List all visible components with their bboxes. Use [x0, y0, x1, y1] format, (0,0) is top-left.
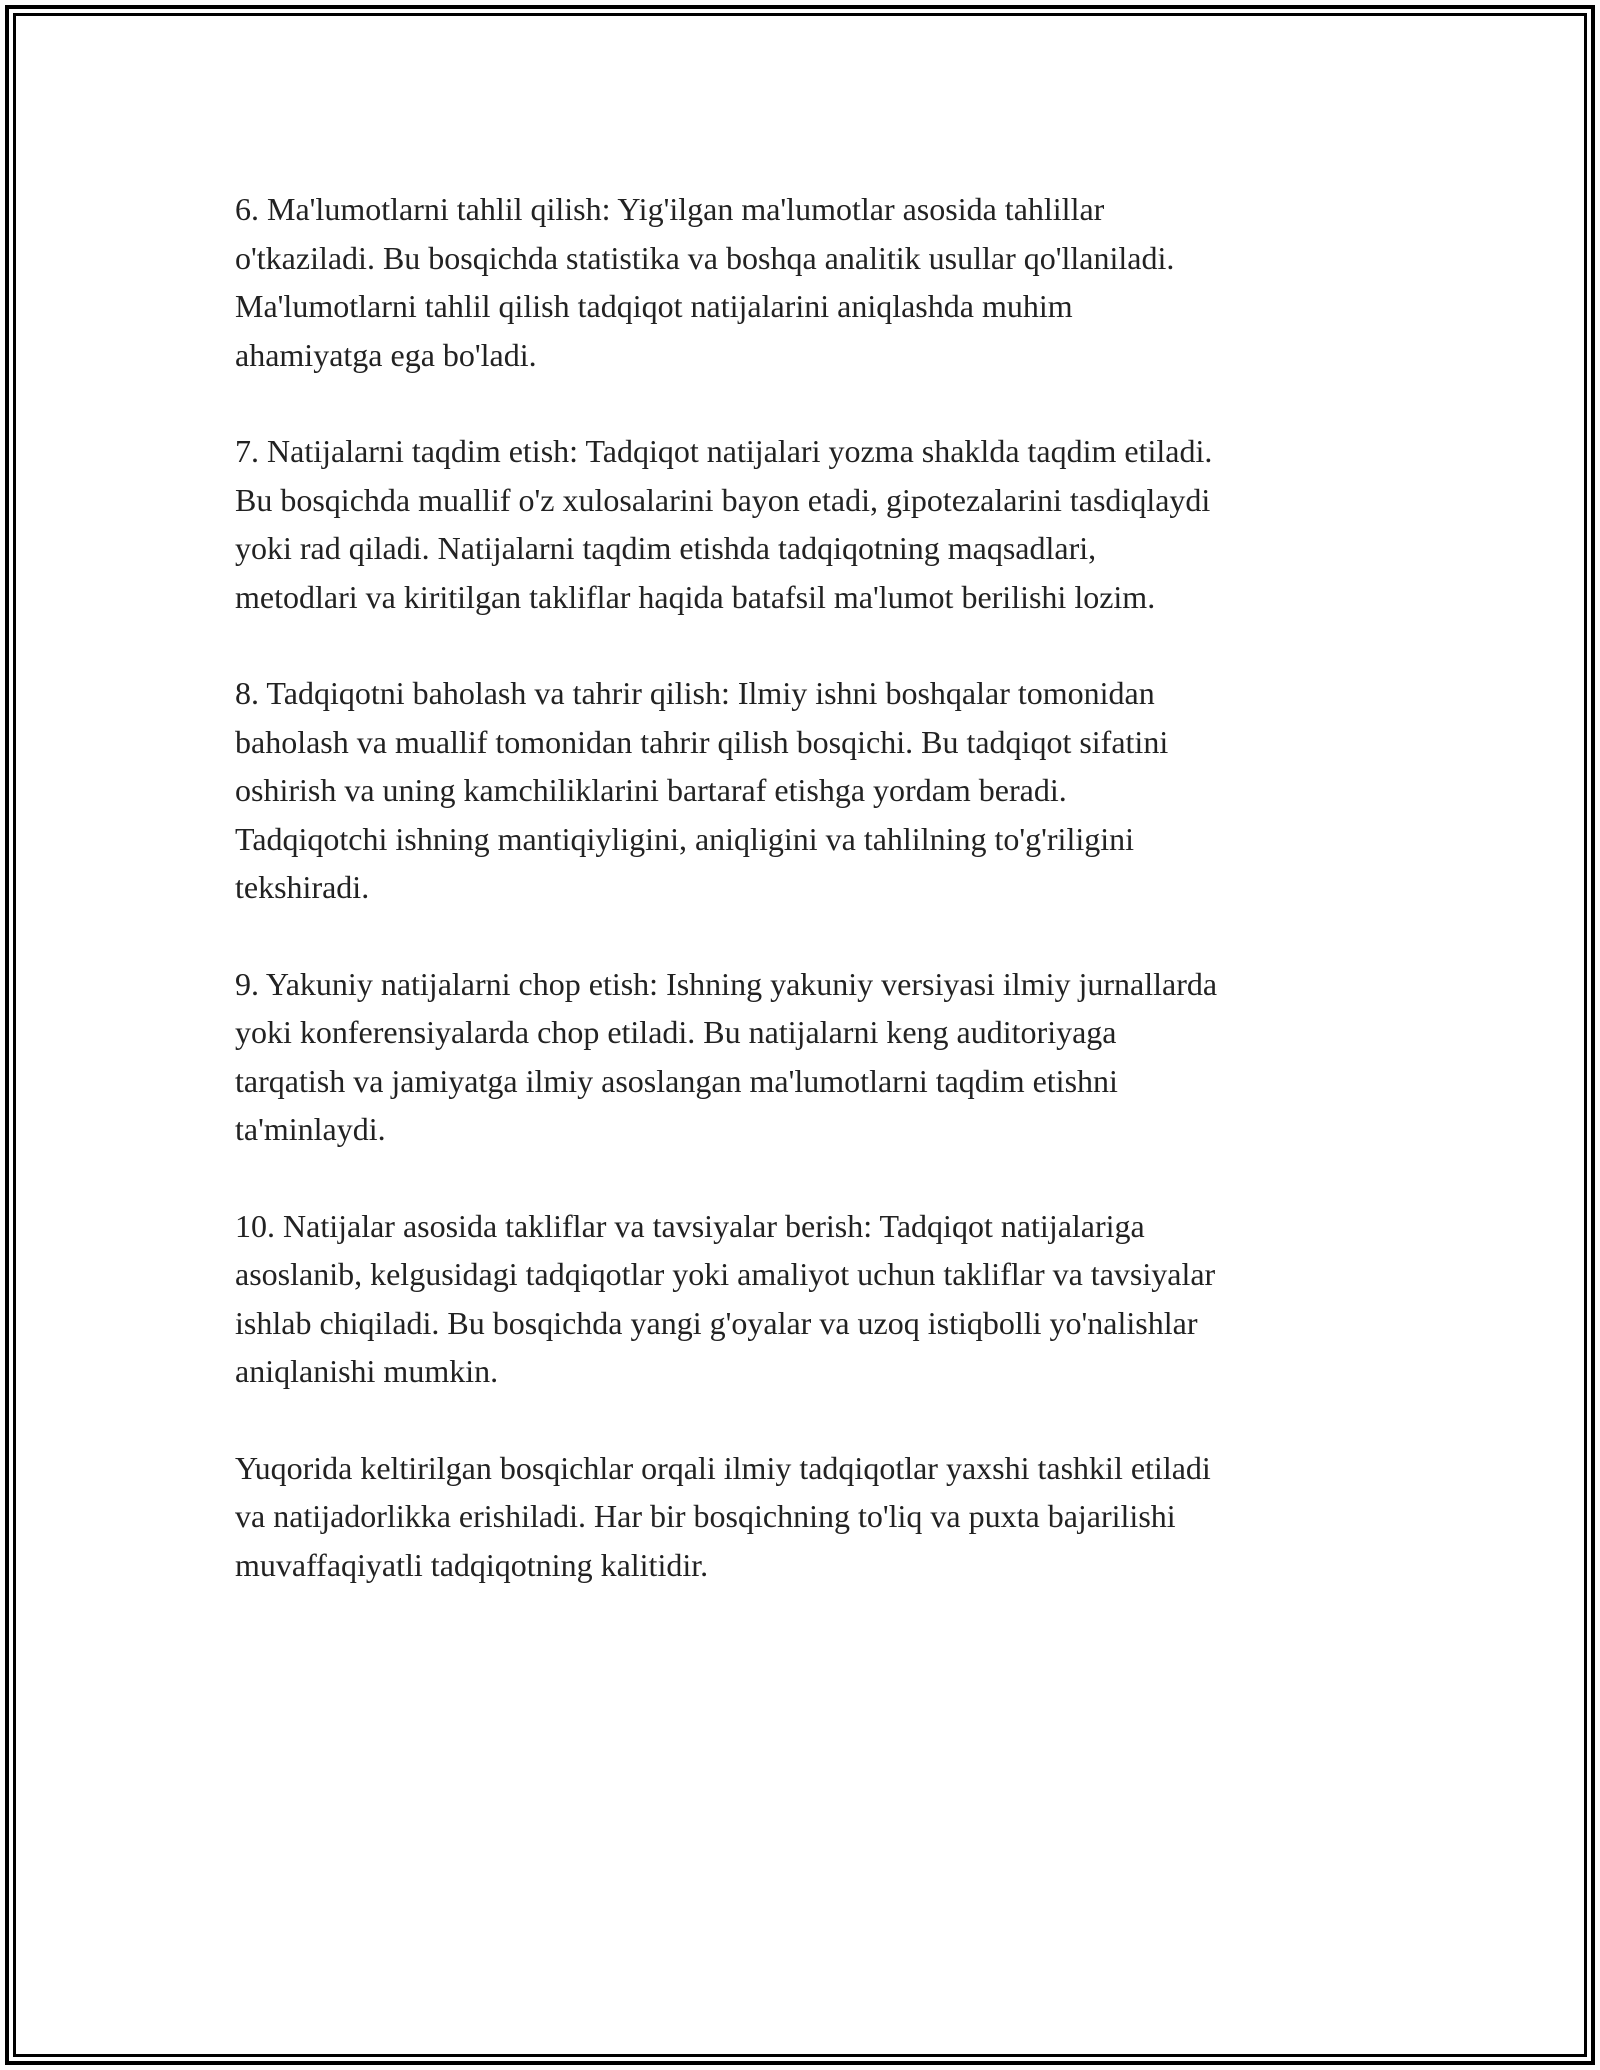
text-line: Ma'lumotlarni tahlil qilish tadqiqot natijalarini aniqlashda muhim: [235, 288, 1073, 324]
paragraph-step-7: [235, 427, 1395, 621]
text-line: o'tkaziladi. Bu bosqichda statistika va boshqa analitik usullar qo'llaniladi.: [235, 239, 1175, 276]
text-line: 6. Ma'lumotlarni tahlil qilish: Yig'ilgan ma'lumotlar asosida tahlillar: [235, 191, 1105, 227]
text-line: 7. Natijalarni taqdim etish: Tadqiqot natijalari yozma shaklda taqdim etiladi.: [235, 433, 1213, 469]
text-line: yoki rad qiladi. Natijalarni taqdim etishda tadqiqotning maqsadlari,: [235, 530, 1097, 566]
text-line: oshirish va uning kamchiliklarini bartaraf etishga yordam beradi.: [235, 772, 1067, 808]
text-line: Yuqorida keltirilgan bosqichlar orqali ilmiy tadqiqotlar yaxshi tashkil etiladi: [235, 1449, 1211, 1486]
text-line: tekshiradi.: [235, 869, 370, 905]
text-line: tarqatish va jamiyatga ilmiy asoslangan ma'lumotlarni taqdim etishni: [235, 1062, 1118, 1099]
text-line: Tadqiqotchi ishning mantiqiyligini, aniqligini va tahlilning to'g'riligini: [235, 820, 1134, 857]
text-line: 8. Tadqiqotni baholash va tahrir qilish: Ilmiy ishni boshqalar tomonidan: [235, 675, 1155, 711]
text-line: ahamiyatga ega bo'ladi.: [235, 336, 537, 373]
paragraph-step-6: [235, 185, 1395, 379]
paragraph-step-9: [235, 960, 1395, 1154]
text-line: ta'minlaydi.: [235, 1111, 386, 1147]
text-line: va natijadorlikka erishiladi. Har bir bosqichning to'liq va puxta bajarilishi: [235, 1498, 1176, 1534]
text-line: muvaffaqiyatli tadqiqotning kalitidir.: [235, 1546, 709, 1583]
text-line: 9. Yakuniy natijalarni chop etish: Ishning yakuniy versiyasi ilmiy jurnallarda: [235, 965, 1218, 1002]
paragraph-conclusion: [235, 1444, 1395, 1590]
paragraph-step-8: [235, 669, 1395, 912]
text-line: metodlari va kiritilgan takliflar haqida batafsil ma'lumot berilishi lozim.: [235, 578, 1156, 615]
text-line: asoslanib, kelgusidagi tadqiqotlar yoki amaliyot uchun takliflar va tavsiyalar: [235, 1256, 1216, 1292]
text-line: Bu bosqichda muallif o'z xulosalarini bayon etadi, gipotezalarini tasdiqlaydi: [235, 481, 1211, 518]
text-line: yoki konferensiyalarda chop etiladi. Bu natijalarni keng auditoriyaga: [235, 1014, 1117, 1050]
text-line: ishlab chiqiladi. Bu bosqichda yangi g'oyalar va uzoq istiqbolli yo'nalishlar: [235, 1304, 1198, 1341]
text-line: 10. Natijalar asosida takliflar va tavsiyalar berish: Tadqiqot natijalariga: [235, 1207, 1145, 1244]
text-line: baholash va muallif tomonidan tahrir qilish bosqichi. Bu tadqiqot sifatini: [235, 723, 1169, 760]
text-line: aniqlanishi mumkin.: [235, 1353, 499, 1389]
paragraph-step-10: [235, 1202, 1395, 1396]
document-body: [235, 185, 1395, 1637]
